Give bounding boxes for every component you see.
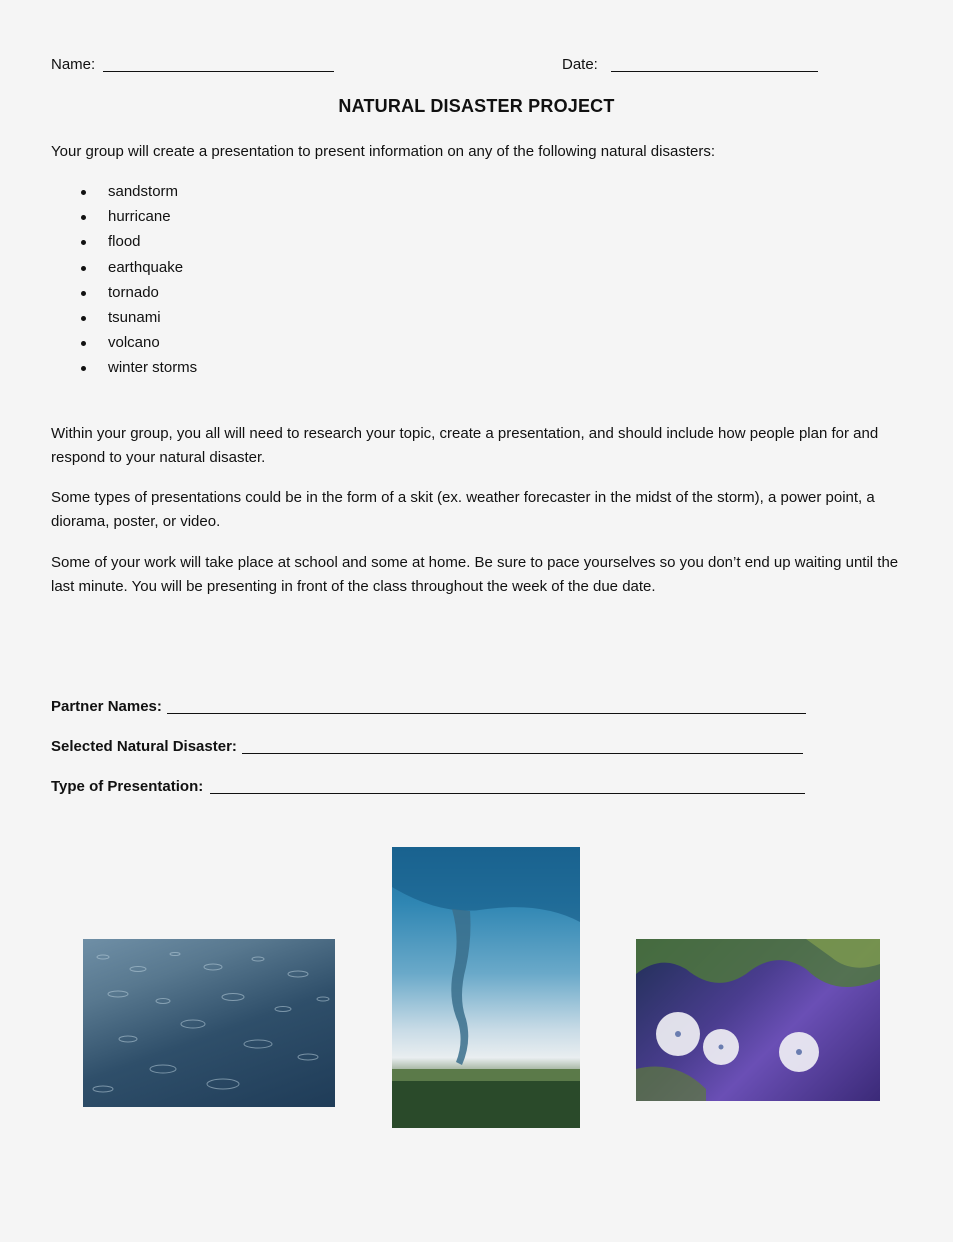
presentation-type-blank-line	[210, 793, 805, 794]
list-item	[78, 359, 197, 384]
bullet-icon	[81, 190, 86, 195]
bullet-icon	[81, 341, 86, 346]
partner-names-field	[51, 698, 162, 715]
list-item	[78, 334, 197, 359]
list-item	[78, 233, 197, 258]
bullet-icon	[81, 291, 86, 296]
intro-text: Your group will create a presentation to present information on any of the following natural disasters:	[51, 143, 715, 160]
disaster-list	[78, 183, 197, 385]
date-blank-line	[611, 71, 818, 72]
list-item-label: winter storms	[108, 359, 198, 377]
partner-names-label: Partner Names:	[51, 698, 162, 715]
hurricanes-satellite-photo	[636, 939, 880, 1101]
bullet-icon	[81, 240, 86, 245]
list-item-label: tornado	[108, 283, 159, 301]
list-item-label: tsunami	[108, 308, 161, 326]
list-item	[78, 284, 197, 309]
presentation-type-label: Type of Presentation:	[51, 778, 204, 795]
partner-names-blank-line	[167, 713, 806, 714]
name-label: Name:	[51, 56, 96, 73]
selected-disaster-field	[51, 738, 237, 755]
list-item-label: sandstorm	[108, 183, 179, 200]
list-item-label: flood	[108, 233, 141, 251]
rain-water-photo	[83, 939, 335, 1107]
list-item-label: earthquake	[108, 258, 184, 276]
bullet-icon	[81, 215, 86, 220]
bullet-icon	[81, 266, 86, 271]
bullet-icon	[81, 366, 86, 371]
list-item-label: volcano	[108, 334, 160, 352]
list-item-label: hurricane	[108, 208, 171, 226]
presentation-type-field	[51, 778, 203, 795]
name-blank-line	[103, 71, 334, 72]
bullet-icon	[81, 316, 86, 321]
presentation-types-paragraph: Some types of presentations could be in the form of a skit (ex. weather forecaster in the midst of the storm), a power point, a diorama, poster, or video.	[51, 489, 875, 530]
tornado-photo	[392, 847, 580, 1128]
date-label: Date:	[562, 56, 598, 73]
page-title: NATURAL DISASTER PROJECT	[338, 96, 615, 116]
list-item	[78, 208, 197, 233]
list-item	[78, 183, 197, 208]
selected-disaster-blank-line	[242, 753, 803, 754]
list-item	[78, 309, 197, 334]
schedule-paragraph: Some of your work will take place at school and some at home. Be sure to pace yourselves so you don’t end up waiting until the last minute. You will be presenting in front of the class throughout the week of the due date.	[51, 554, 899, 595]
list-item	[78, 259, 197, 284]
research-paragraph: Within your group, you all will need to research your topic, create a presentation, and should include how people plan for and respond to your natural disaster.	[51, 425, 879, 466]
selected-disaster-label: Selected Natural Disaster:	[51, 738, 237, 755]
